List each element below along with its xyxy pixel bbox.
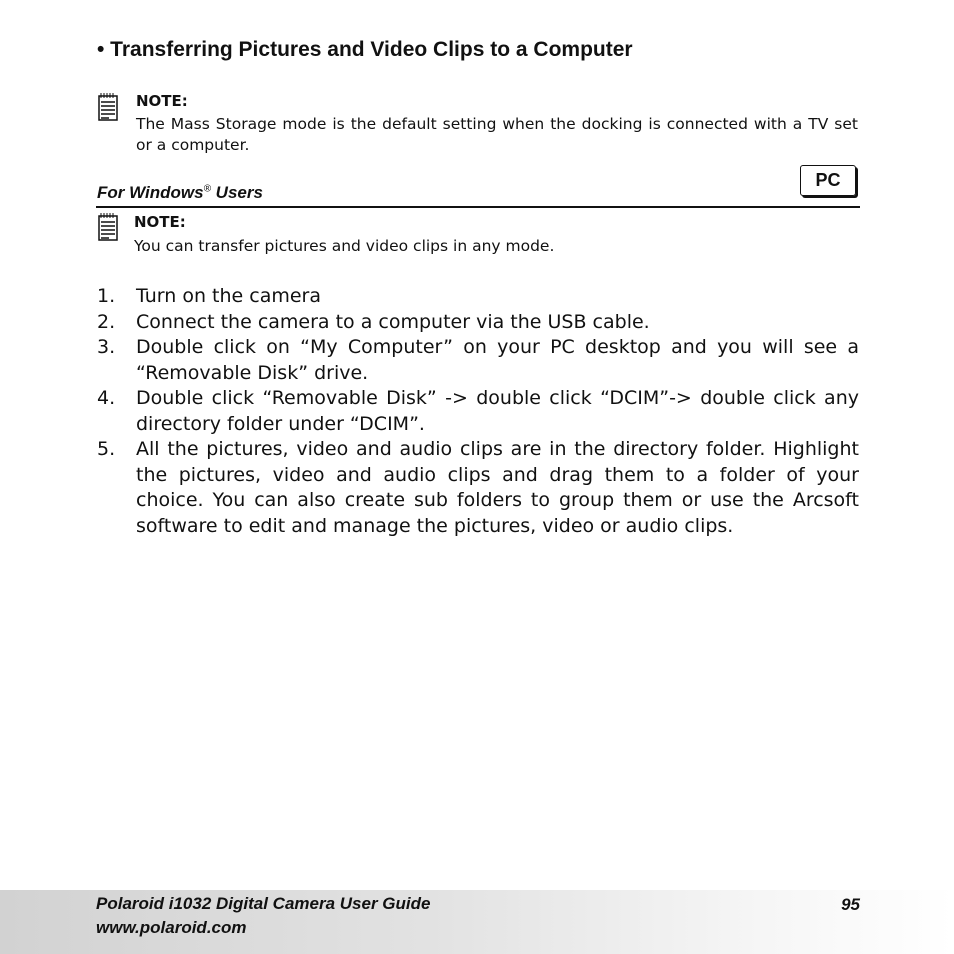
note-label: NOTE: xyxy=(136,92,188,110)
list-item xyxy=(97,310,859,336)
page-number: 95 xyxy=(841,895,860,914)
footer-title: Polaroid i1032 Digital Camera User Guide xyxy=(96,894,431,913)
step-text: Double click on “My Computer” on your PC desktop and you will see a “Removable Disk” drive. xyxy=(136,336,859,384)
steps-list xyxy=(97,284,859,539)
list-item xyxy=(97,284,859,310)
note-mass-storage xyxy=(97,92,859,162)
step-text: Connect the camera to a computer via the USB cable. xyxy=(136,310,650,333)
note-any-mode xyxy=(97,212,859,262)
pc-badge: PC xyxy=(800,165,856,196)
subhead-suffix: Users xyxy=(210,183,263,202)
step-text: All the pictures, video and audio clips are in the directory folder. Highlight the pictures, video and audio clips and drag them to a folder of your choice. You can also create sub folders to group them or use the Arcsoft software to edit and manage the pictures, video or audio clips. xyxy=(136,438,859,537)
step-number: 4. xyxy=(97,387,116,409)
note-text: You can transfer pictures and video clips in any mode. xyxy=(134,237,555,255)
step-text: Double click “Removable Disk” -> double click “DCIM”-> double click any directory folder under “DCIM”. xyxy=(136,387,859,435)
step-number: 3. xyxy=(97,336,116,358)
windows-users-subheading xyxy=(97,183,263,203)
list-item xyxy=(97,437,859,539)
subhead-prefix: For Windows xyxy=(97,183,204,202)
list-item xyxy=(97,386,859,437)
step-text: Turn on the camera xyxy=(136,285,321,307)
step-number: 5. xyxy=(97,438,116,460)
step-number: 2. xyxy=(97,310,116,333)
list-item xyxy=(97,335,859,386)
note-label: NOTE: xyxy=(134,213,186,231)
note-text: The Mass Storage mode is the default setting when the docking is connected with a TV set or a computer. xyxy=(136,115,858,154)
section-divider xyxy=(96,206,860,208)
page-footer xyxy=(0,890,954,954)
registered-mark: ® xyxy=(203,183,211,195)
notepad-icon xyxy=(97,212,119,242)
footer-url: www.polaroid.com xyxy=(96,918,247,937)
step-number: 1. xyxy=(97,285,116,307)
notepad-icon xyxy=(97,92,119,122)
section-heading: • Transferring Pictures and Video Clips to a Computer xyxy=(97,38,633,61)
